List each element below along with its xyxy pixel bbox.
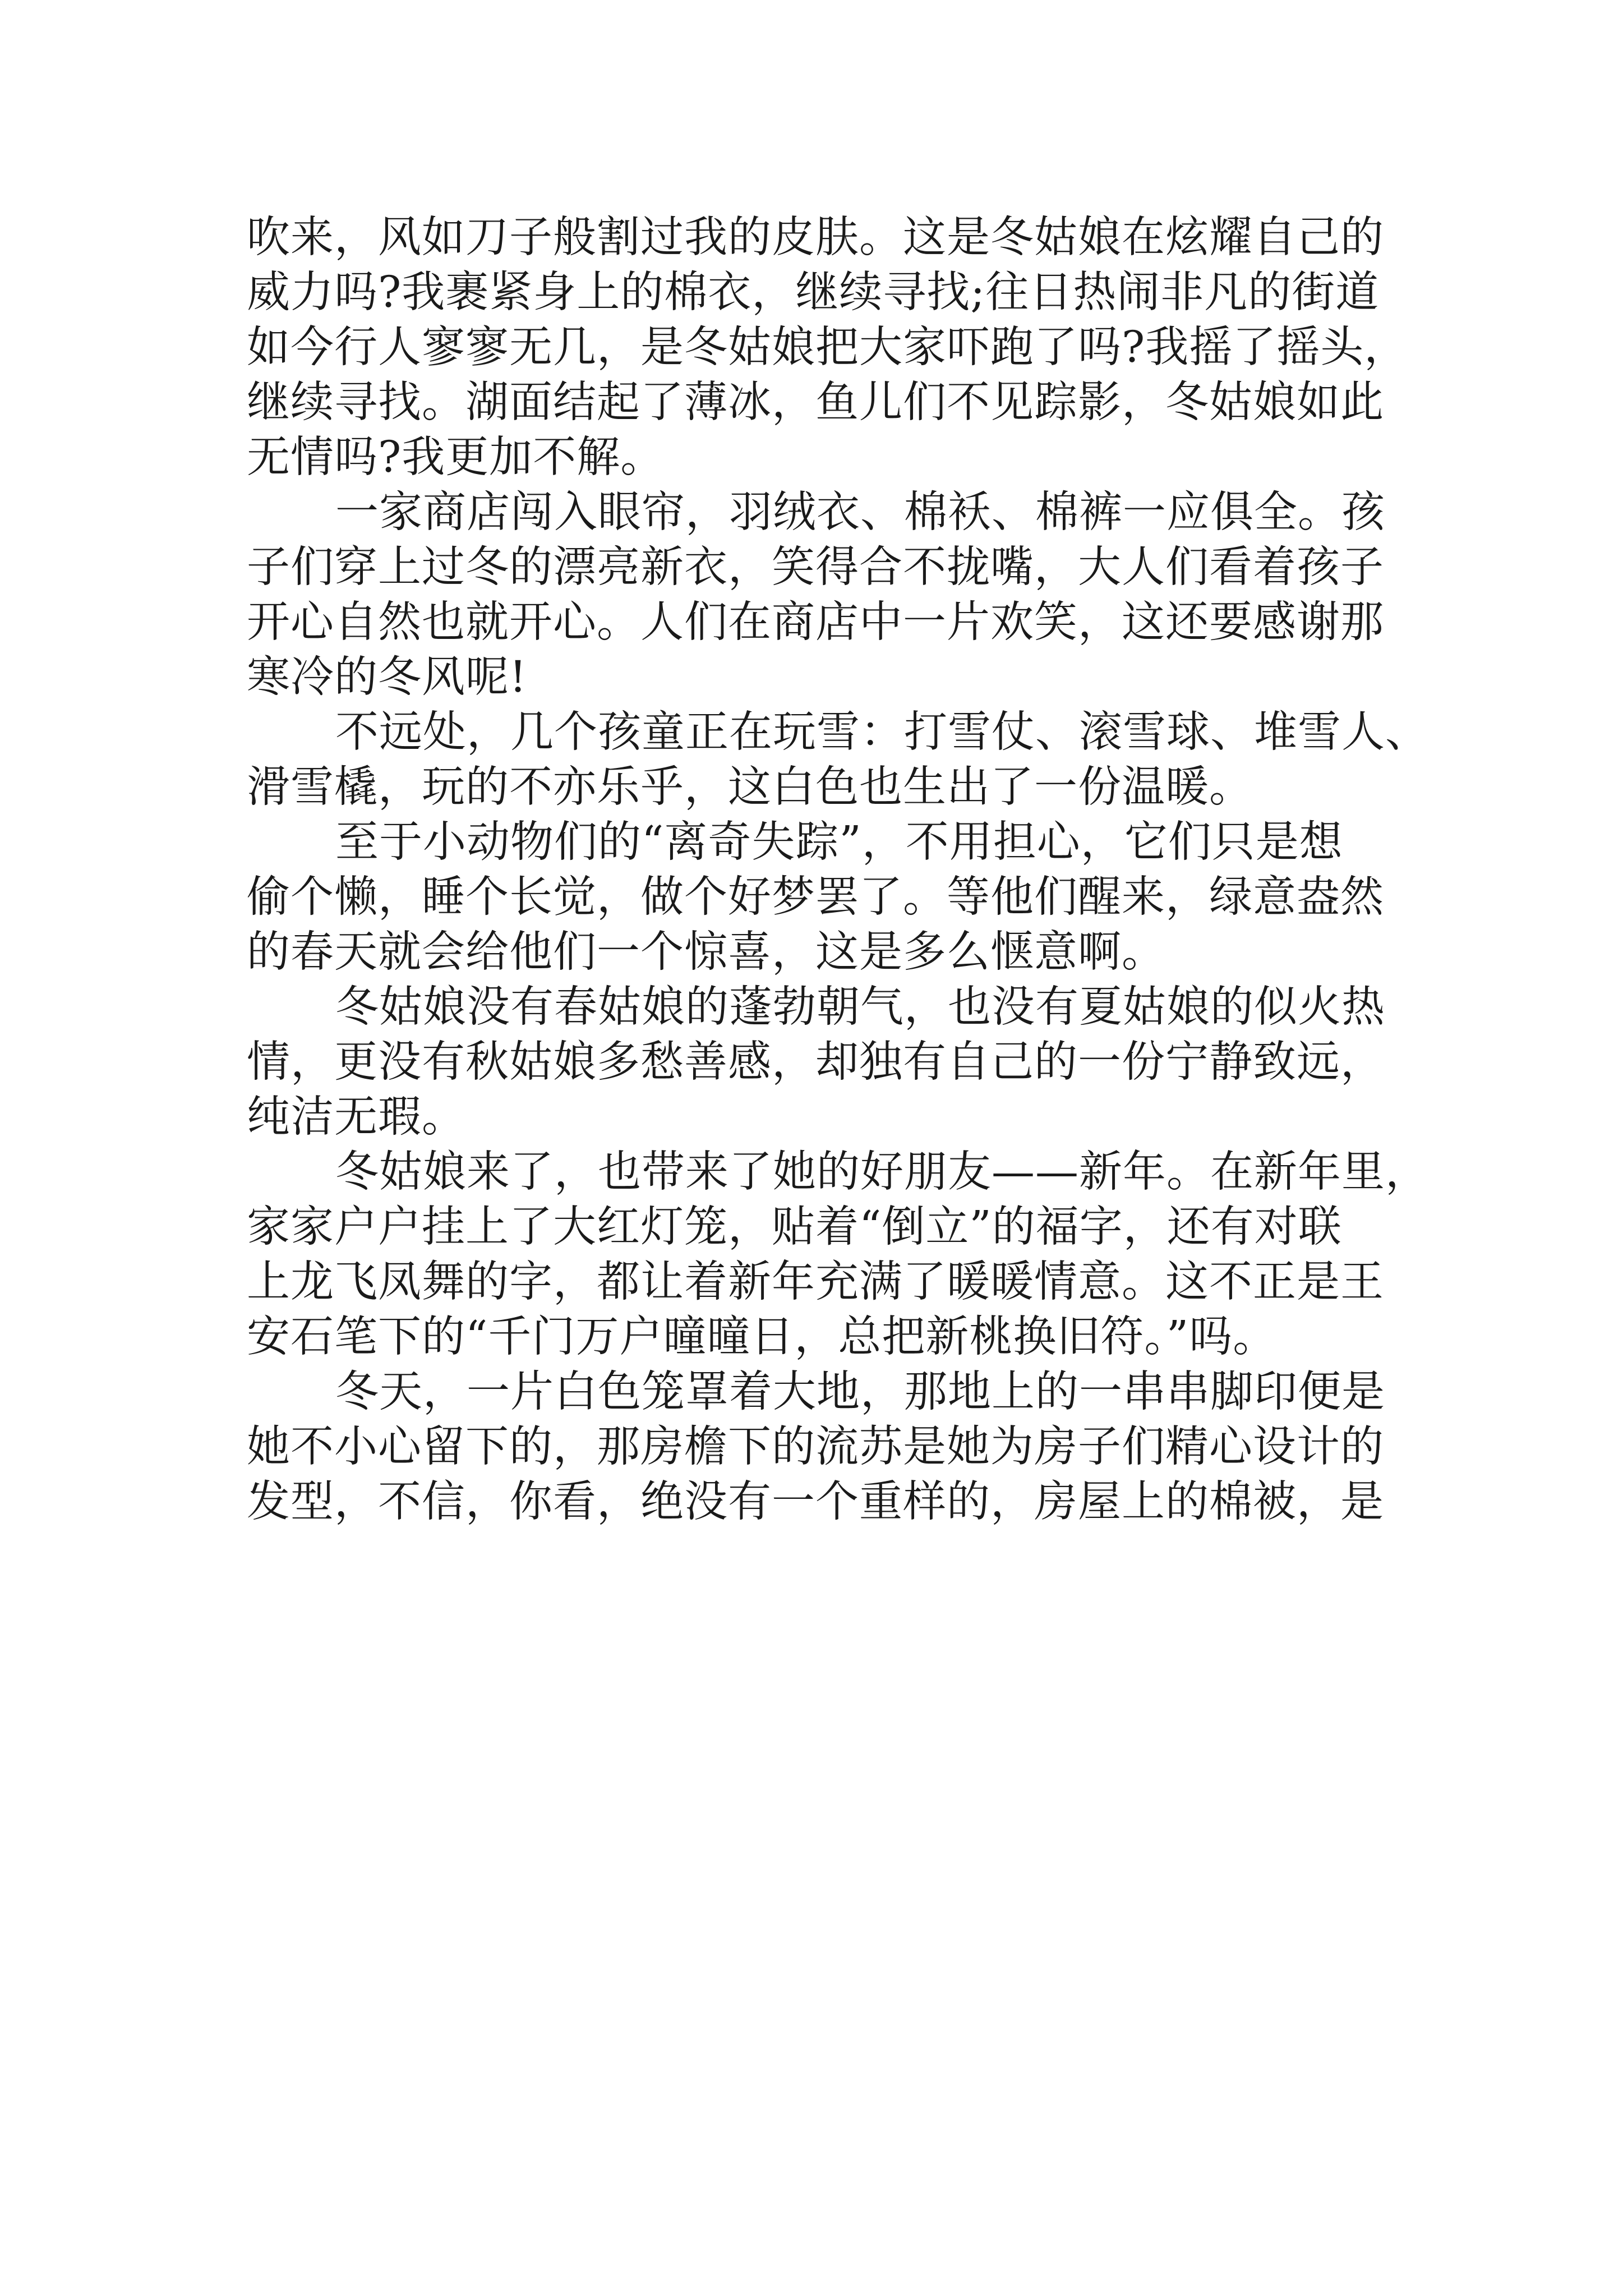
paragraph-first-line: 冬天，一片白色笼罩着大地，那地上的一串串脚印便是: [335, 1367, 1385, 1417]
text-line: 无情吗?我更加不解。: [247, 432, 665, 482]
text-line: 发型，不信，你看，绝没有一个重样的，房屋上的棉被，是: [247, 1477, 1384, 1527]
paragraph-first-line: 冬姑娘没有春姑娘的蓬勃朝气，也没有夏姑娘的似火热: [335, 982, 1385, 1032]
paragraph-first-line: 冬姑娘来了，也带来了她的好朋友——新年。在新年里，: [335, 1147, 1429, 1197]
body-text: [247, 210, 1429, 1530]
text-line: 情，更没有秋姑娘多愁善感，却独有自己的一份宁静致远，: [247, 1037, 1384, 1087]
text-line: 她不小心留下的，那房檐下的流苏是她为房子们精心设计的: [247, 1422, 1384, 1472]
paragraph-first-line: 不远处，几个孩童正在玩雪：打雪仗、滚雪球、堆雪人、: [335, 707, 1429, 757]
text-line: 家家户户挂上了大红灯笼，贴着“倒立”的福字，还有对联: [247, 1202, 1342, 1252]
paragraph-first-line: 一家商店闯入眼帘，羽绒衣、棉袄、棉裤一应俱全。孩: [335, 487, 1385, 537]
text-line: 吹来，风如刀子般割过我的皮肤。这是冬姑娘在炫耀自己的: [247, 213, 1384, 263]
paragraph-first-line: 至于小动物们的“离奇失踪”，不用担心，它们只是想: [335, 817, 1343, 867]
text-line: 子们穿上过冬的漂亮新衣，笑得合不拢嘴，大人们看着孩子: [247, 542, 1384, 592]
text-line: 纯洁无瑕。: [247, 1092, 465, 1142]
text-line: 继续寻找。湖面结起了薄冰，鱼儿们不见踪影，冬姑娘如此: [247, 378, 1384, 427]
text-line: 偷个懒，睡个长觉，做个好梦罢了。等他们醒来，绿意盎然: [247, 872, 1384, 922]
text-line: 寒冷的冬风呢!: [247, 652, 527, 702]
text-line: 的春天就会给他们一个惊喜，这是多么惬意啊。: [247, 927, 1165, 977]
text-line: 威力吗?我裹紧身上的棉衣，继续寻找;往日热闹非凡的街道: [247, 268, 1380, 318]
text-line: 滑雪橇，玩的不亦乐乎，这白色也生出了一份温暖。: [247, 762, 1253, 812]
text-line: 上龙飞凤舞的字，都让着新年充满了暖暖情意。这不正是王: [247, 1257, 1384, 1307]
text-line: 如今行人寥寥无几，是冬姑娘把大家吓跑了吗?我摇了摇头，: [247, 323, 1408, 372]
text-line: 安石笔下的“千门万户曈曈日，总把新桃换旧符。”吗。: [247, 1312, 1277, 1362]
text-line: 开心自然也就开心。人们在商店中一片欢笑，这还要感谢那: [247, 597, 1384, 647]
